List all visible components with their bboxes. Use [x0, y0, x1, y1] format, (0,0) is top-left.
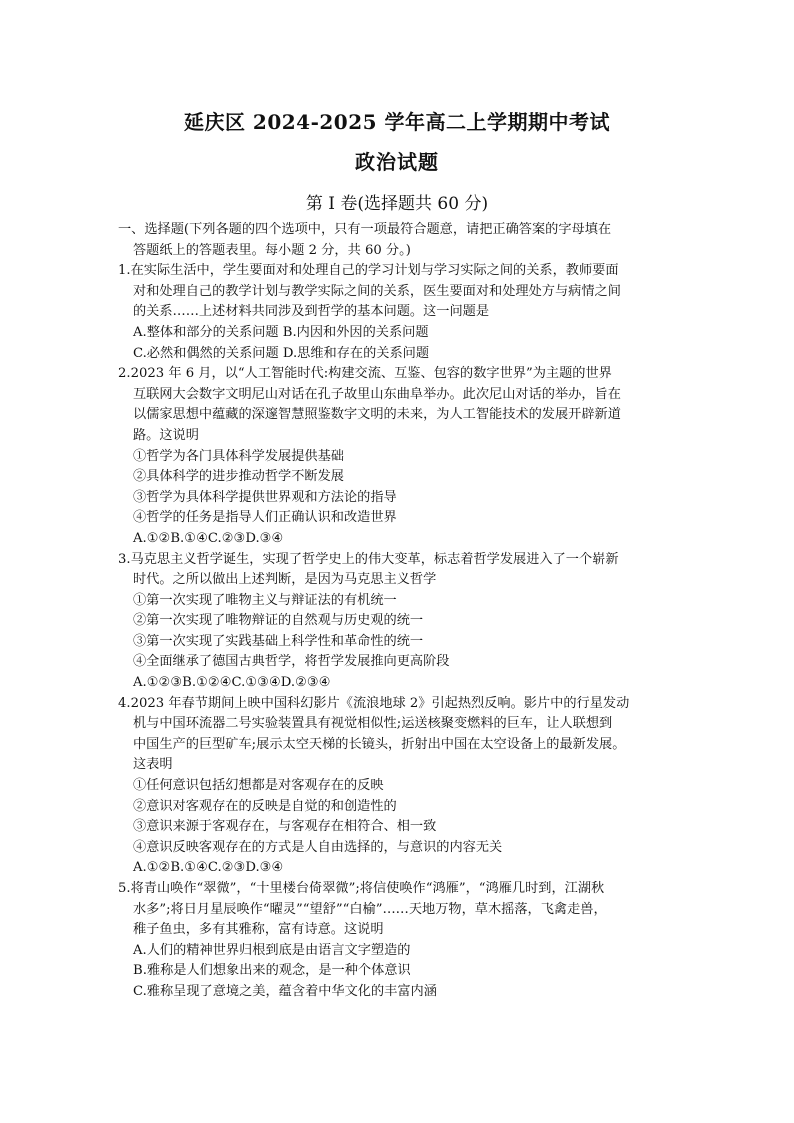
text-line: ②意识对客观存在的反映是自觉的和创造性的 — [133, 798, 397, 814]
text-line: ②第一次实现了唯物辩证的自然观与历史观的统一 — [133, 613, 424, 629]
text-line: 水多”;将日月星辰唤作“曜灵”“望舒”“白榆”……天地万物，草木摇落，飞禽走兽， — [133, 901, 607, 917]
text-line: ②具体科学的进步推动哲学不断发展 — [133, 469, 344, 485]
text-line: A.人们的精神世界归根到底是由语言文字塑造的 — [133, 942, 411, 958]
section-heading: 第 I 卷(选择题共 60 分) — [305, 194, 489, 214]
text-line: 中国生产的巨型矿车;展示太空天梯的长镜头，折射出中国在太空设备上的最新发展。 — [133, 736, 626, 752]
text-line: ④意识反映客观存在的方式是人自由选择的，与意识的内容无关 — [133, 839, 503, 855]
text-line: B.雅称是人们想象出来的观念，是一种个体意识 — [133, 963, 411, 979]
text-line: 答题纸上的答题表里。每小题 2 分，共 60 分。) — [133, 242, 411, 258]
text-line: 以儒家思想中蕴藏的深邃智慧照鉴数字文明的未来，为人工智能技术的发展开辟新道 — [133, 407, 621, 423]
text-line: ③哲学为具体科学提供世界观和方法论的指导 — [133, 489, 397, 505]
text-line: ①任何意识包括幻想都是对客观存在的反映 — [133, 778, 384, 794]
text-line: ③第一次实现了实践基础上科学性和革命性的统一 — [133, 633, 424, 649]
text-line: 的关系……上述材料共同涉及到哲学的基本问题。这一问题是 — [133, 304, 490, 320]
text-line: 路。这说明 — [133, 427, 199, 443]
text-line: A.①②B.①④C.②③D.③④ — [133, 860, 284, 876]
text-line: A.整体和部分的关系问题 B.内因和外因的关系问题 — [133, 324, 429, 340]
text-line: 3.马克思主义哲学诞生，实现了哲学史上的伟大变革，标志着哲学发展进入了一个崭新 — [118, 551, 619, 567]
text-line: A.①②③B.①②④C.①③④D.②③④ — [133, 675, 331, 691]
text-line: ④哲学的任务是指导人们正确认识和改造世界 — [133, 510, 397, 526]
text-line: ①第一次实现了唯物主义与辩证法的有机统一 — [133, 592, 397, 608]
text-line: 互联网大会数字文明尼山对话在孔子故里山东曲阜举办。此次尼山对话的举办，旨在 — [133, 386, 621, 402]
text-line: 4.2023 年春节期间上映中国科幻影片《流浪地球 2》引起热烈反响。影片中的行星发动 — [118, 695, 630, 711]
text-line: 1.在实际生活中，学生要面对和处理自己的学习计划与学习实际之间的关系，教师要面 — [118, 263, 619, 279]
text-line: 对和处理自己的教学计划与教学实际之间的关系，医生要面对和处理处方与病情之间 — [133, 283, 621, 299]
text-line: 一、选择题(下列各题的四个选项中，只有一项最符合题意，请把正确答案的字母填在 — [118, 222, 612, 237]
text-line: 5.将青山唤作“翠微”，“十里楼台倚翠微”;将信使唤作“鸿雁”，“鸿雁几时到，江湖秋 — [118, 881, 605, 896]
text-line: C.雅称呈现了意境之美，蕴含着中华文化的丰富内涵 — [133, 983, 437, 999]
text-line: 机与中国环流器二号实验装置具有视觉相似性;运送核聚变燃料的巨车，让人联想到 — [133, 716, 613, 732]
subject-title: 政治试题 — [355, 150, 439, 174]
question-body — [118, 220, 658, 1003]
text-line: ③意识来源于客观存在，与客观存在相符合、相一致 — [133, 819, 437, 835]
text-line: 2.2023 年 6 月，以“人工智能时代:构建交流、互鉴、包容的数字世界”为主题的世界 — [118, 366, 612, 382]
text-line: C.必然和偶然的关系问题 D.思维和存在的关系问题 — [133, 345, 430, 361]
text-line: 时代。之所以做出上述判断，是因为马克思主义哲学 — [133, 572, 437, 588]
text-line: A.①②B.①④C.②③D.③④ — [133, 530, 284, 546]
text-line: ④全面继承了德国古典哲学，将哲学发展推向更高阶段 — [133, 654, 450, 670]
text-line: ①哲学为各门具体科学发展提供基础 — [133, 448, 344, 464]
text-line: 这表明 — [133, 757, 173, 773]
exam-title: 延庆区 2024-2025 学年高二上学期期中考试 — [183, 110, 611, 134]
text-line: 稚子鱼虫，多有其雅称，富有诗意。这说明 — [133, 922, 384, 938]
